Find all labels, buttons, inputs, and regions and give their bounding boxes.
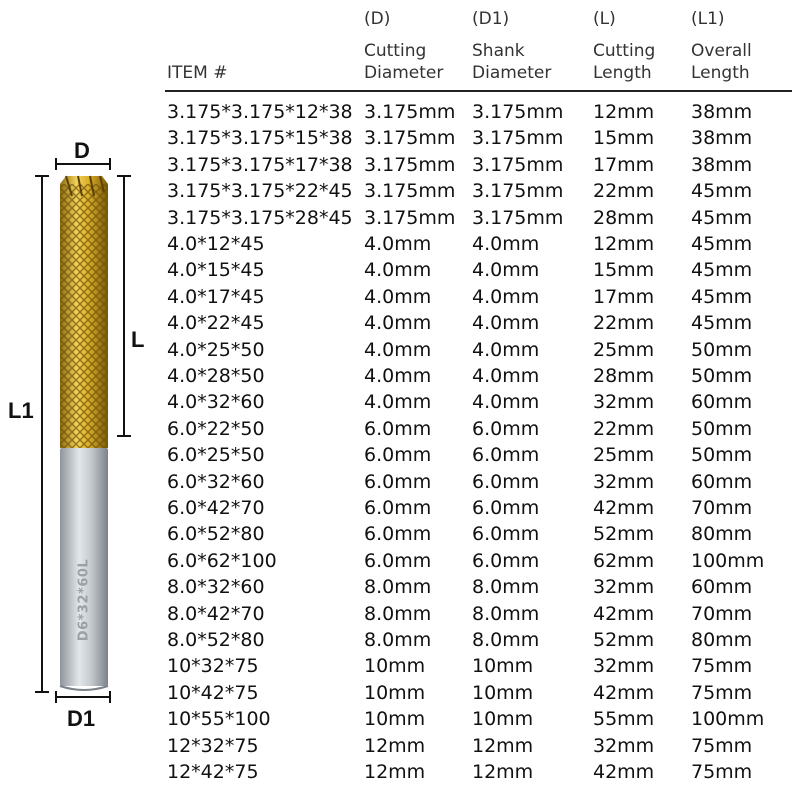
cell-item-number: 6.0*32*60 [167, 470, 265, 493]
cell-cutting-length: 25mm [593, 444, 655, 467]
cell-overall-length: 75mm [691, 734, 753, 757]
cell-item-number: 4.0*12*45 [167, 233, 265, 255]
header-cutting-diameter: (D) Cutting Diameter [364, 9, 444, 83]
cell-item-number: 10*55*100 [167, 708, 271, 731]
cell-item-number: 12*42*75 [167, 761, 259, 783]
cell-cutting-length: 42mm [593, 761, 655, 783]
cell-shank-diameter: 8.0mm [472, 629, 540, 651]
cell-item-number: 3.175*3.175*22*45 [167, 180, 353, 203]
cell-cutting-diameter: 4.0mm [364, 285, 432, 308]
cell-cutting-length: 17mm [593, 285, 655, 308]
cell-cutting-length: 32mm [593, 391, 655, 414]
cell-shank-diameter: 6.0mm [472, 470, 540, 493]
cell-cutting-diameter: 10mm [364, 681, 426, 704]
table-row [0, 391, 800, 417]
cell-overall-length: 38mm [691, 101, 753, 123]
cell-shank-diameter: 3.175mm [472, 180, 564, 203]
cell-shank-diameter: 12mm [472, 734, 534, 757]
cell-cutting-diameter: 4.0mm [364, 338, 432, 361]
cell-item-number: 4.0*32*60 [167, 391, 265, 414]
cell-shank-diameter: 4.0mm [472, 259, 540, 282]
cell-cutting-length: 12mm [593, 233, 655, 255]
cell-overall-length: 60mm [691, 391, 753, 414]
cell-cutting-length: 52mm [593, 523, 655, 546]
cell-shank-diameter: 6.0mm [472, 417, 540, 440]
cell-item-number: 6.0*22*50 [167, 417, 265, 440]
cell-cutting-length: 52mm [593, 629, 655, 651]
table-row [0, 629, 800, 655]
cell-cutting-diameter: 10mm [364, 655, 426, 678]
cell-cutting-length: 22mm [593, 180, 655, 203]
cell-cutting-length: 12mm [593, 101, 655, 123]
cell-item-number: 4.0*22*45 [167, 312, 265, 335]
cell-shank-diameter: 3.175mm [472, 127, 564, 150]
cell-overall-length: 45mm [691, 233, 753, 255]
cell-item-number: 6.0*52*80 [167, 523, 265, 546]
cell-item-number: 4.0*28*50 [167, 365, 265, 387]
label-l: L [131, 327, 145, 352]
cell-cutting-length: 28mm [593, 206, 655, 229]
cell-item-number: 6.0*62*100 [167, 549, 277, 572]
label-d1: D1 [67, 706, 96, 731]
cell-cutting-diameter: 4.0mm [364, 365, 432, 387]
cell-cutting-length: 28mm [593, 365, 655, 387]
cell-cutting-length: 22mm [593, 312, 655, 335]
table-row [0, 418, 800, 444]
cell-cutting-diameter: 3.175mm [364, 101, 456, 123]
header-shank-diameter: (D1) Shank Diameter [472, 9, 552, 83]
cell-cutting-diameter: 3.175mm [364, 153, 456, 176]
table-row [0, 286, 800, 312]
cell-cutting-length: 17mm [593, 153, 655, 176]
cell-overall-length: 70mm [691, 497, 753, 519]
table-row [0, 444, 800, 470]
cell-cutting-length: 42mm [593, 602, 655, 625]
cell-cutting-length: 55mm [593, 708, 655, 731]
table-row [0, 708, 800, 734]
cell-item-number: 4.0*15*45 [167, 259, 265, 282]
table-row [0, 312, 800, 338]
cell-cutting-length: 32mm [593, 734, 655, 757]
cell-shank-diameter: 3.175mm [472, 101, 564, 123]
table-row [0, 207, 800, 233]
cell-shank-diameter: 4.0mm [472, 312, 540, 335]
table-row [0, 523, 800, 549]
cell-shank-diameter: 10mm [472, 681, 534, 704]
cell-cutting-diameter: 6.0mm [364, 497, 432, 519]
header-item: ITEM # [167, 63, 228, 83]
cell-overall-length: 45mm [691, 259, 753, 282]
table-row [0, 233, 800, 259]
cell-cutting-diameter: 6.0mm [364, 444, 432, 467]
cell-cutting-diameter: 12mm [364, 734, 426, 757]
cell-shank-diameter: 12mm [472, 761, 534, 783]
cell-shank-diameter: 6.0mm [472, 549, 540, 572]
cell-cutting-diameter: 12mm [364, 761, 426, 783]
cell-item-number: 3.175*3.175*15*38 [167, 127, 353, 150]
cell-overall-length: 100mm [691, 549, 765, 572]
cell-cutting-diameter: 10mm [364, 708, 426, 731]
cell-shank-diameter: 10mm [472, 655, 534, 678]
cell-cutting-diameter: 4.0mm [364, 391, 432, 414]
label-d: D [74, 138, 90, 163]
table-row [0, 180, 800, 206]
cell-cutting-diameter: 3.175mm [364, 206, 456, 229]
cell-overall-length: 45mm [691, 285, 753, 308]
table-row [0, 259, 800, 285]
cell-item-number: 4.0*17*45 [167, 285, 265, 308]
cell-overall-length: 80mm [691, 523, 753, 546]
table-row [0, 154, 800, 180]
cell-overall-length: 75mm [691, 681, 753, 704]
table-row [0, 735, 800, 761]
table-row [0, 655, 800, 681]
cell-item-number: 6.0*42*70 [167, 497, 265, 519]
cell-overall-length: 38mm [691, 127, 753, 150]
cell-shank-diameter: 4.0mm [472, 285, 540, 308]
cell-cutting-diameter: 4.0mm [364, 233, 432, 255]
cell-shank-diameter: 4.0mm [472, 391, 540, 414]
cell-cutting-diameter: 6.0mm [364, 549, 432, 572]
cell-shank-diameter: 6.0mm [472, 444, 540, 467]
cell-cutting-length: 32mm [593, 470, 655, 493]
cell-cutting-length: 22mm [593, 417, 655, 440]
cell-overall-length: 50mm [691, 338, 753, 361]
cell-shank-diameter: 4.0mm [472, 365, 540, 387]
table-row [0, 127, 800, 153]
cell-cutting-length: 25mm [593, 338, 655, 361]
cell-item-number: 10*42*75 [167, 681, 259, 704]
cell-cutting-diameter: 3.175mm [364, 180, 456, 203]
cell-overall-length: 50mm [691, 417, 753, 440]
cell-shank-diameter: 4.0mm [472, 233, 540, 255]
cell-overall-length: 38mm [691, 153, 753, 176]
cell-overall-length: 45mm [691, 180, 753, 203]
cell-item-number: 6.0*25*50 [167, 444, 265, 467]
cell-overall-length: 80mm [691, 629, 753, 651]
cell-shank-diameter: 6.0mm [472, 523, 540, 546]
cell-shank-diameter: 8.0mm [472, 576, 540, 599]
cell-cutting-length: 42mm [593, 681, 655, 704]
cell-shank-diameter: 8.0mm [472, 602, 540, 625]
cell-item-number: 12*32*75 [167, 734, 259, 757]
table-row [0, 365, 800, 391]
cell-cutting-diameter: 8.0mm [364, 629, 432, 651]
cell-overall-length: 70mm [691, 602, 753, 625]
cell-overall-length: 75mm [691, 761, 753, 783]
table-row [0, 550, 800, 576]
cell-cutting-diameter: 3.175mm [364, 127, 456, 150]
table-row [0, 603, 800, 629]
shank-engraving: D6*32*60L [76, 558, 92, 642]
table-row [0, 576, 800, 602]
cell-cutting-length: 32mm [593, 655, 655, 678]
table-row [0, 101, 800, 127]
cell-cutting-diameter: 4.0mm [364, 259, 432, 282]
header-overall-length: (L1) Overall Length [691, 9, 752, 83]
table-row [0, 339, 800, 365]
cell-cutting-length: 32mm [593, 576, 655, 599]
cell-overall-length: 75mm [691, 655, 753, 678]
cell-item-number: 8.0*42*70 [167, 602, 265, 625]
cell-cutting-diameter: 4.0mm [364, 312, 432, 335]
cell-shank-diameter: 6.0mm [472, 497, 540, 519]
header-divider [165, 90, 792, 92]
cell-cutting-diameter: 6.0mm [364, 523, 432, 546]
cell-overall-length: 100mm [691, 708, 765, 731]
cell-overall-length: 60mm [691, 576, 753, 599]
label-l1: L1 [8, 398, 34, 423]
cell-shank-diameter: 3.175mm [472, 206, 564, 229]
cell-overall-length: 45mm [691, 312, 753, 335]
cell-item-number: 3.175*3.175*28*45 [167, 206, 353, 229]
cell-item-number: 3.175*3.175*17*38 [167, 153, 353, 176]
header-cutting-length: (L) Cutting Length [593, 9, 656, 83]
cell-cutting-length: 62mm [593, 549, 655, 572]
cell-overall-length: 45mm [691, 206, 753, 229]
cell-item-number: 10*32*75 [167, 655, 259, 678]
cell-overall-length: 50mm [691, 365, 753, 387]
cell-item-number: 4.0*25*50 [167, 338, 265, 361]
cell-cutting-length: 15mm [593, 259, 655, 282]
cell-cutting-length: 42mm [593, 497, 655, 519]
cell-item-number: 8.0*32*60 [167, 576, 265, 599]
cell-cutting-diameter: 8.0mm [364, 576, 432, 599]
cell-item-number: 3.175*3.175*12*38 [167, 101, 353, 123]
cell-shank-diameter: 4.0mm [472, 338, 540, 361]
table-row [0, 471, 800, 497]
cell-overall-length: 50mm [691, 444, 753, 467]
table-row [0, 682, 800, 708]
cell-overall-length: 60mm [691, 470, 753, 493]
table-row [0, 761, 800, 787]
cell-cutting-diameter: 8.0mm [364, 602, 432, 625]
cell-cutting-diameter: 6.0mm [364, 417, 432, 440]
table-row [0, 497, 800, 523]
cell-cutting-length: 15mm [593, 127, 655, 150]
cell-shank-diameter: 10mm [472, 708, 534, 731]
cell-item-number: 8.0*52*80 [167, 629, 265, 651]
cell-shank-diameter: 3.175mm [472, 153, 564, 176]
cell-cutting-diameter: 6.0mm [364, 470, 432, 493]
